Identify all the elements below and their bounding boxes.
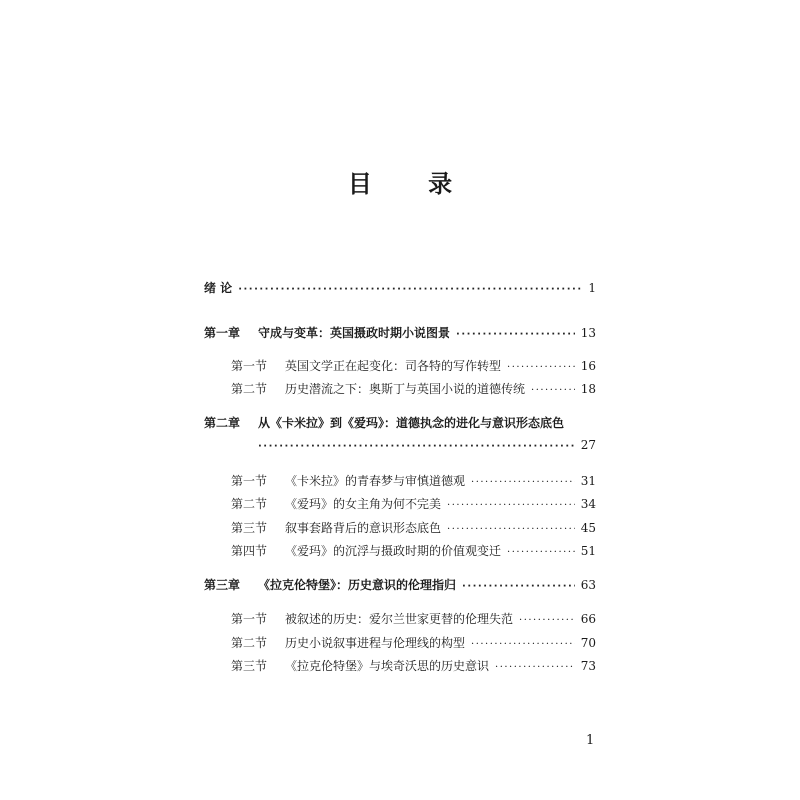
section-title: 叙事套路背后的意识形态底色	[285, 521, 442, 535]
page-number: 1	[586, 733, 595, 748]
chapter-title: 守成与变革：英国摄政时期小说图景	[258, 326, 451, 340]
section-page: 70	[580, 636, 596, 650]
section-page: 73	[580, 659, 596, 673]
section-page: 16	[580, 359, 596, 373]
section-title: 被叙述的历史：爱尔兰世家更替的伦理失范	[285, 612, 514, 626]
section-label: 第二节	[231, 382, 268, 396]
section-page: 18	[580, 382, 596, 396]
leader-dots	[471, 477, 575, 488]
leader-dots	[258, 441, 575, 452]
section-title: 《爱玛》的女主角为何不完美	[285, 497, 442, 511]
section-label: 第一节	[231, 359, 268, 373]
section-page: 51	[580, 544, 596, 558]
section-title: 历史潜流之下：奥斯丁与英国小说的道德传统	[285, 382, 526, 396]
section-page: 45	[580, 521, 596, 535]
section-label: 第二节	[231, 497, 268, 511]
section-label: 第三节	[231, 659, 268, 673]
toc-entry-chapter-1[interactable]	[204, 324, 596, 341]
section-label: 第一节	[231, 474, 268, 488]
leader-dots	[447, 500, 575, 511]
section-label: 第二节	[231, 636, 268, 650]
section-page: 34	[580, 497, 596, 511]
toc-entry-section[interactable]	[231, 542, 596, 559]
toc-entry-chapter-2[interactable]	[204, 414, 596, 431]
leader-dots	[507, 362, 575, 373]
leader-dots	[507, 547, 575, 558]
toc-entry-section[interactable]	[231, 519, 596, 536]
section-title: 《拉克伦特堡》与埃奇沃思的历史意识	[285, 659, 490, 673]
chapter-page: 27	[580, 438, 596, 452]
leader-dots	[238, 284, 582, 295]
chapter-page: 13	[580, 326, 596, 340]
toc-entry-chapter-3[interactable]	[204, 576, 596, 593]
chapter-title: 从《卡米拉》到《爱玛》：道德执念的进化与意识形态底色	[258, 416, 565, 430]
toc-entry-section[interactable]	[231, 472, 596, 489]
leader-dots	[471, 639, 575, 650]
leader-dots	[531, 385, 575, 396]
section-page: 31	[580, 474, 596, 488]
section-label: 第三节	[231, 521, 268, 535]
intro-page: 1	[588, 281, 596, 295]
toc-entry-intro[interactable]	[204, 279, 596, 296]
page-title: 目 录	[347, 170, 477, 198]
section-title: 《爱玛》的沉浮与摄政时期的价值观变迁	[285, 544, 502, 558]
section-title: 英国文学正在起变化：司各特的写作转型	[285, 359, 502, 373]
chapter-title: 《拉克伦特堡》：历史意识的伦理指归	[258, 578, 457, 592]
leader-dots	[495, 662, 575, 673]
intro-label: 绪 论	[204, 281, 233, 295]
toc-entry-section[interactable]	[231, 357, 596, 374]
leader-dots	[462, 581, 575, 592]
toc-entry-section[interactable]	[231, 610, 596, 627]
section-label: 第四节	[231, 544, 268, 558]
chapter-label: 第二章	[204, 416, 241, 430]
toc-entry-section[interactable]	[231, 380, 596, 397]
toc-entry-chapter-2-continuation[interactable]	[258, 438, 596, 452]
chapter-label: 第三章	[204, 578, 241, 592]
section-label: 第一节	[231, 612, 268, 626]
leader-dots	[447, 524, 575, 535]
toc-entry-section[interactable]	[231, 634, 596, 651]
leader-dots	[519, 615, 575, 626]
leader-dots	[456, 329, 575, 340]
chapter-label: 第一章	[204, 326, 241, 340]
section-title: 历史小说叙事进程与伦理线的构型	[285, 636, 466, 650]
toc-entry-section[interactable]	[231, 495, 596, 512]
toc-entry-section[interactable]	[231, 657, 596, 674]
section-title: 《卡米拉》的青春梦与审慎道德观	[285, 474, 466, 488]
section-page: 66	[580, 612, 596, 626]
chapter-page: 63	[580, 578, 596, 592]
